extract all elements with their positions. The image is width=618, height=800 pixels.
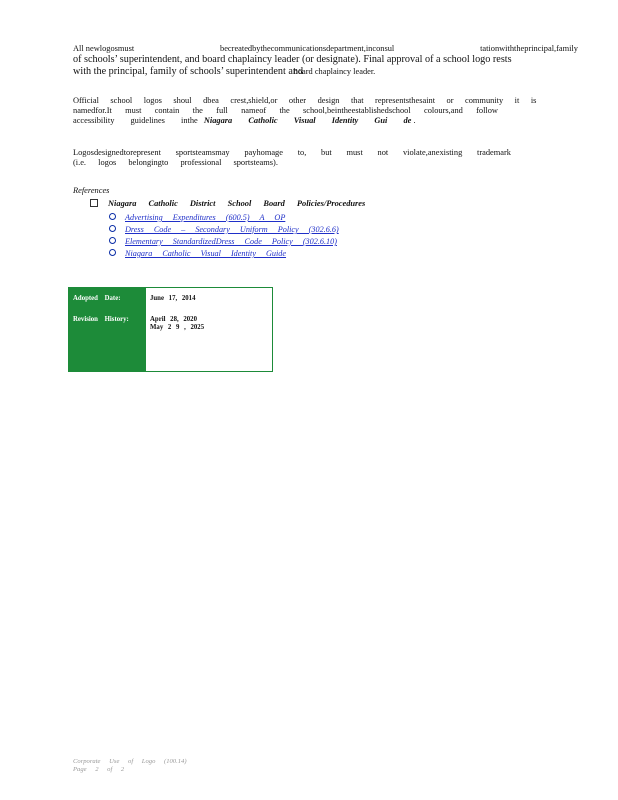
text-fragment: representsthesaint	[375, 96, 436, 105]
text-fragment: must	[125, 106, 142, 115]
square-bullet-icon	[90, 199, 98, 207]
elementary-dress-code-link[interactable]: Elementary StandardizedDress Code Policy (302.6.10)	[125, 237, 337, 246]
text-fragment: logos	[143, 96, 162, 105]
text-fragment: colours,and	[423, 106, 463, 115]
text-fragment: dbea	[203, 96, 219, 105]
text-fragment: or	[446, 96, 454, 105]
text-fragment: other	[288, 96, 307, 105]
references-section	[73, 186, 578, 258]
list-item	[109, 224, 339, 236]
text-fragment: violate,anexisting	[402, 148, 463, 157]
period: .	[413, 116, 416, 125]
table-label-column	[69, 288, 146, 371]
paragraph-official-logos	[73, 96, 578, 126]
text-fragment: shoul	[173, 96, 192, 105]
references-list	[109, 212, 339, 260]
text-fragment: must	[346, 148, 363, 157]
text-fragment: the	[279, 106, 290, 115]
adopted-date-label: Adopted Date:	[73, 295, 121, 302]
text-fragment: community	[465, 96, 504, 105]
text-fragment: board chaplaincy leader.	[293, 66, 376, 76]
list-item	[109, 248, 339, 260]
text-fragment: school	[110, 96, 133, 105]
adoption-revision-table	[68, 287, 273, 372]
paragraph-line	[73, 44, 578, 54]
advertising-expenditures-link[interactable]: Advertising Expenditures (600.5) A OP	[125, 213, 286, 222]
text-fragment: full	[216, 106, 228, 115]
paragraph-line: of schools’ superintendent, and board chaplaincy leader (or designate). Final approval of a school logo rests	[73, 54, 512, 65]
paragraph-line	[73, 106, 498, 116]
text-fragment: that	[350, 96, 364, 105]
text-fragment: becreatedbythecommunicationsdepartment,inconsul	[220, 44, 395, 53]
footer-page-number: Page 2 of 2	[73, 766, 125, 773]
references-heading: References	[73, 186, 110, 195]
text-fragment: the	[192, 106, 203, 115]
text-fragment: Logosdesignedtorepresent	[73, 148, 161, 157]
paragraph-line	[73, 96, 578, 106]
text-fragment: contain	[154, 106, 180, 115]
text-fragment: school,beintheestablishedschool	[303, 106, 411, 115]
text-fragment: to,	[297, 148, 307, 157]
text-fragment: sportsteamsmay	[175, 148, 230, 157]
visual-identity-guide-link[interactable]: Niagara Catholic Visual Identity Guide	[125, 249, 287, 258]
text-fragment: trademark	[477, 148, 511, 157]
visual-identity-guide-reference: Niagara Catholic Visual Identity Gui de	[203, 116, 412, 125]
text-fragment: Official	[73, 96, 99, 105]
policies-subheading	[90, 199, 365, 208]
revision-history-label: Revision History:	[73, 316, 129, 323]
text-fragment: with the principal, family of schools’ superintendent and	[73, 65, 304, 77]
list-item	[109, 236, 339, 248]
adopted-date-value: June 17, 2014	[150, 295, 196, 302]
text-fragment: namedfor.It	[73, 106, 112, 115]
line-spacer	[548, 96, 578, 106]
paragraph-sports-logos	[73, 148, 578, 168]
text-fragment: follow	[476, 106, 498, 115]
circle-bullet-icon	[109, 213, 116, 220]
paragraph-line	[73, 66, 578, 78]
text-fragment: but	[321, 148, 332, 157]
text-fragment: All newlogosmust	[73, 44, 135, 53]
circle-bullet-icon	[109, 249, 116, 256]
text-fragment: is	[530, 96, 537, 105]
circle-bullet-icon	[109, 237, 116, 244]
paragraph-line	[73, 148, 511, 158]
footer-policy-name: Corporate Use of Logo (100.14)	[73, 758, 187, 765]
paragraph-logo-creation	[73, 44, 578, 77]
circle-bullet-icon	[109, 225, 116, 232]
revision-date-value: May 2 9 , 2025	[150, 324, 205, 331]
table-value-column	[146, 288, 272, 371]
policies-subheading-text: Niagara Catholic District School Board Policies/Procedures	[108, 199, 366, 208]
paragraph-line	[73, 116, 578, 126]
text-fragment: crest,shield,or	[230, 96, 278, 105]
text-fragment: not	[377, 148, 389, 157]
revision-date-value: April 28, 2020	[150, 316, 197, 323]
text-fragment: nameof	[241, 106, 267, 115]
text-fragment: it	[514, 96, 520, 105]
list-item	[109, 212, 339, 224]
paragraph-line: (i.e. logos belongingto professional sportsteams).	[73, 158, 278, 167]
text-fragment: accessibility guidelines inthe	[73, 116, 198, 125]
page-footer	[73, 758, 187, 774]
text-fragment: design	[317, 96, 340, 105]
text-fragment: payhomage	[244, 148, 283, 157]
text-fragment: tationwiththeprincipal,family	[480, 44, 578, 53]
dress-code-secondary-link[interactable]: Dress Code – Secondary Uniform Policy (302.6.6)	[125, 225, 339, 234]
